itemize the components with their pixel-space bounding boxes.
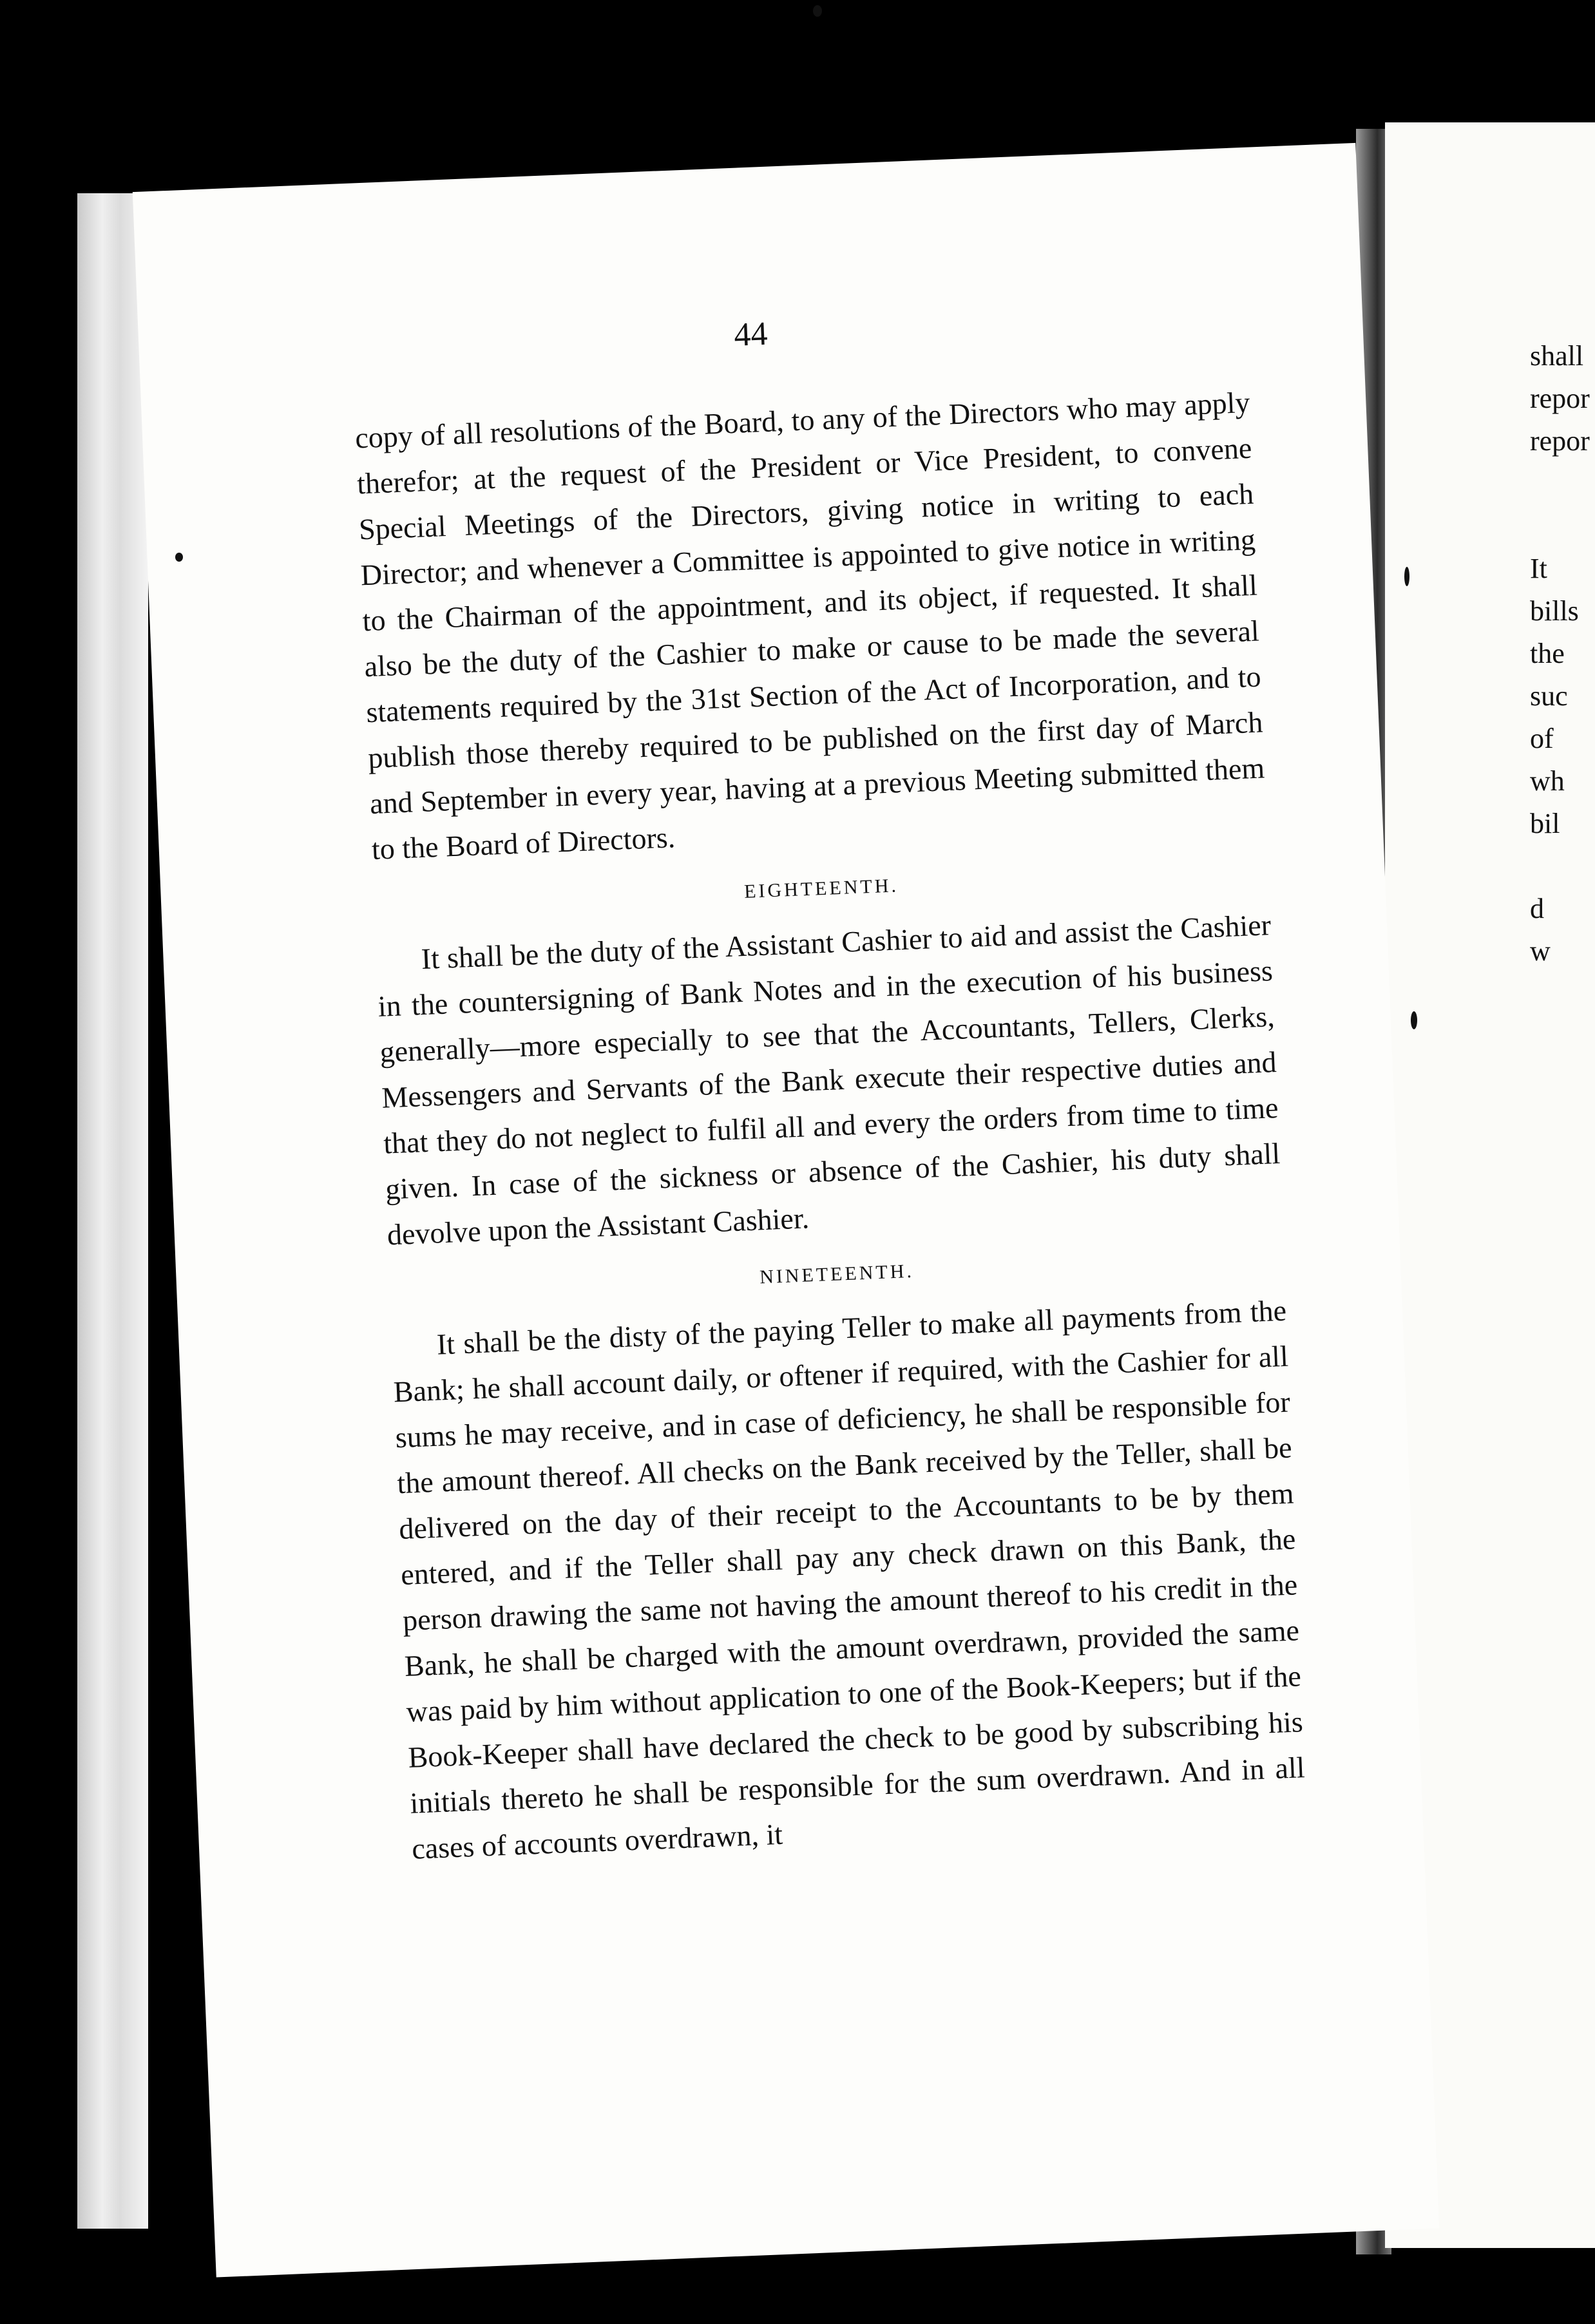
facing-line: d [1530, 893, 1544, 924]
facing-line: bil [1530, 808, 1560, 839]
section-text-eighteenth: It shall be the duty of the Assistant Cashier to aid and assist the Cashier in the countersigning of Bank Notes and in the execution of his business generally—more especially to see that the Accountants, Tellers, Clerks, Messengers and Servants of the Bank execute their respective duties and that they do not neglect to fulfil all and every the orders from time to time given. In case of the sickness or absence of the Cashier, his duty shall devolve upon the Assistant Cashier. [377, 908, 1281, 1252]
facing-line: repor [1530, 425, 1590, 457]
facing-line: It [1530, 553, 1547, 584]
facing-line: shall [1530, 340, 1584, 372]
page-text [354, 379, 1308, 1872]
dust-speck [1404, 567, 1409, 586]
facing-line: repor [1530, 383, 1590, 414]
facing-line: wh [1530, 765, 1565, 797]
facing-line: w [1530, 935, 1551, 967]
facing-line: bills [1530, 595, 1579, 627]
facing-page-text [1530, 335, 1590, 973]
dust-speck [175, 553, 183, 562]
opening-paragraph: copy of all resolutions of the Board, to any of the Directors who may apply therefor; at the request of the President or Vice President, to convene Special Meetings of the Directors, giving notice in writing to each Director; and whenever a Committee is appointed to give notice in writing to the Chairman of the appointment, and its object, if requested. It shall also be the duty of the Cashier to make or cause to be made the several statements required by the 31st Section of the Act of Incorporation, and to publish those thereby required to be published on the first day of March and September in every year, having at a previous Meeting submitted them to the Board of Directors. [354, 385, 1266, 866]
page-number: 44 [733, 315, 769, 354]
dust-speck [813, 5, 822, 17]
facing-line: suc [1530, 680, 1568, 712]
facing-line: of [1530, 723, 1554, 754]
section-heading-nineteenth: NINETEENTH. [759, 1260, 915, 1288]
page-edge [77, 193, 148, 2229]
facing-line [1530, 845, 1590, 888]
book-page [133, 143, 1439, 2278]
facing-line [1530, 462, 1590, 505]
facing-line [1530, 505, 1590, 548]
facing-line: the [1530, 638, 1565, 669]
section-heading-eighteenth: EIGHTEENTH. [743, 875, 899, 902]
section-text-nineteenth: It shall be the disty of the paying Teller to make all payments from the Bank; he shall account daily, or oftener if required, with the Cashier for all sums he may receive, and in case of deficiency, he shall be responsible for the amount thereof. All checks on the Bank received by the Teller, shall be delivered on the day of their receipt to the Accountants to be by them entered, and if the Teller shall pay any check drawn on this Bank, the person drawing the same not having the amount thereof to his credit in the Bank, he shall be charged with the amount overdrawn, provided the same was paid by him without application to one of the Book-Keepers; but if the Book-Keeper shall have declared the check to be good by subscribing his initials thereto he shall be responsible for the sum overdrawn. And in all cases of accounts overdrawn, it [392, 1293, 1306, 1865]
dust-speck [1411, 1011, 1417, 1029]
